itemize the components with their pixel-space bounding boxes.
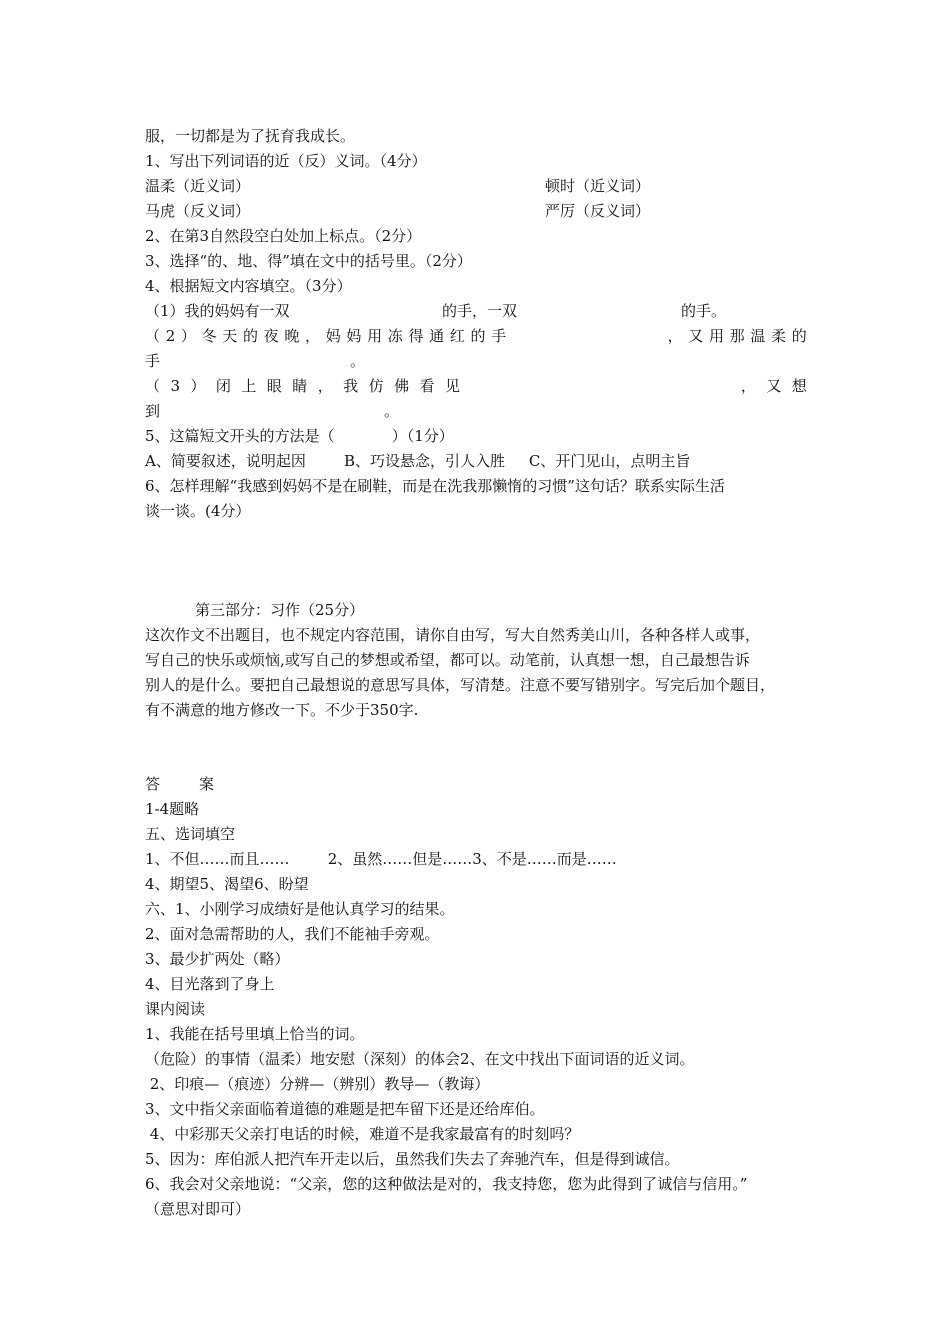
question-1: 1、写出下列词语的近（反）义词。（4分） xyxy=(145,152,427,170)
answer-line: 4、中彩那天父亲打电话的时候，难道不是我家最富有的时刻吗？ xyxy=(145,1125,580,1143)
answer-line: 课内阅读 xyxy=(145,1000,206,1018)
q4-item-3-char: 又 xyxy=(766,377,782,395)
writing-prompt-line: 这次作文不出题目，也不规定内容范围，请你自由写，写大自然秀美山川，各种各样人或事， xyxy=(145,626,761,644)
q4-item-1-start: （1）我的妈妈有一双 xyxy=(145,302,290,320)
question-4: 4、根据短文内容填空。（3分） xyxy=(145,277,352,295)
writing-section-title: 第三部分：习作（25分） xyxy=(195,601,365,619)
q4-item-2-cont: 手 xyxy=(145,352,161,370)
q4-item-2-char: 2 xyxy=(165,327,176,345)
q4-item-2-char: ） xyxy=(180,327,196,345)
writing-prompt-line: 写自己的快乐或烦恼,或写自己的梦想或希望，都可以。动笔前，认真想一想，自己最想告诉 xyxy=(145,651,750,669)
q4-item-3-char: 见 xyxy=(444,377,460,395)
question-5-options: A、简要叙述，说明起因 B、巧设悬念，引人入胜 C、开门见山，点明主旨 xyxy=(145,452,691,470)
q4-item-1-mid: 的手，一双 xyxy=(442,302,518,320)
writing-prompt-line: 别人的是什么。要把自己最想说的意思写具体，写清楚。注意不要写错别字。写完后加个题目， xyxy=(145,676,776,694)
q4-item-2-char: 用 xyxy=(708,327,724,345)
q4-item-2-char: 那 xyxy=(729,327,745,345)
q4-item-3-char: ） xyxy=(190,377,206,395)
q1-suddenly-synonym: 顿时（近义词） xyxy=(545,177,651,195)
answer-line: （意思对即可） xyxy=(145,1200,251,1218)
q4-item-2 xyxy=(145,326,807,346)
q4-item-3-char: 佛 xyxy=(394,377,410,395)
q4-item-3-char: 看 xyxy=(419,377,435,395)
writing-prompt-line: 有不满意的地方修改一下。不少于350字. xyxy=(145,701,419,719)
q4-item-2-char: 通 xyxy=(429,327,445,345)
answer-line: 2、印痕—（痕迹）分辨—（辨别）教导—（教诲） xyxy=(145,1075,490,1093)
answer-line: 4、期望5、渴望6、盼望 xyxy=(145,875,309,893)
q4-item-3-char: （ xyxy=(145,377,161,395)
q4-item-2-char: 晚 xyxy=(284,327,300,345)
answer-line: 6、我会对父亲地说：“父亲，您的这种做法是对的，我支持您，您为此得到了诚信与信用。” xyxy=(145,1175,748,1193)
answer-line: 3、最少扩两处（略） xyxy=(145,950,290,968)
q4-item-2-char: 妈 xyxy=(346,327,362,345)
answer-line: （危险）的事情（温柔）地安慰（深刻）的体会2、在文中找出下面词语的近义词。 xyxy=(145,1050,695,1068)
question-6-cont: 谈一谈。(4分） xyxy=(145,502,251,520)
q4-item-2-blank xyxy=(512,326,662,346)
q4-item-2-char: 的 xyxy=(242,327,258,345)
q4-item-3-char: 睛 xyxy=(292,377,308,395)
q4-item-2-char: 夜 xyxy=(263,327,279,345)
answers-title-char: 案 xyxy=(199,775,215,793)
q4-item-3-period: 。 xyxy=(384,402,400,420)
answer-line: 1-4题略 xyxy=(145,800,200,818)
answer-line: 3、文中指父亲面临着道德的难题是把车留下还是还给库伯。 xyxy=(145,1100,545,1118)
q4-item-3-char: ， xyxy=(740,377,756,395)
q1-careless-antonym: 马虎（反义词） xyxy=(145,202,251,220)
answer-line: 六、1、小刚学习成绩好是他认真学习的结果。 xyxy=(145,900,455,918)
q4-item-3-char: 想 xyxy=(791,377,807,395)
question-3: 3、选择“的、地、得”填在文中的括号里。（2分） xyxy=(145,252,472,270)
answer-line: 五、选词填空 xyxy=(145,825,236,843)
q4-item-2-char: 柔 xyxy=(771,327,787,345)
answers-title-char: 答 xyxy=(145,775,161,793)
q4-item-3-char: 上 xyxy=(241,377,257,395)
q4-item-2-char: （ xyxy=(145,327,161,345)
q4-item-3-blank xyxy=(470,376,730,396)
q4-item-3-char: 3 xyxy=(170,377,180,395)
q4-item-2-char: 手 xyxy=(491,327,507,345)
q4-item-2-char: ， xyxy=(667,327,683,345)
q4-item-2-char: ， xyxy=(305,327,321,345)
q4-item-2-period: 。 xyxy=(350,352,366,370)
answer-line: 4、目光落到了身上 xyxy=(145,975,275,993)
answer-line: 2、面对急需帮助的人，我们不能袖手旁观。 xyxy=(145,925,440,943)
q1-gentle-synonym: 温柔（近义词） xyxy=(145,177,251,195)
q4-item-3-char: 眼 xyxy=(266,377,282,395)
q4-item-2-char: 妈 xyxy=(325,327,341,345)
q4-item-1-end: 的手。 xyxy=(681,302,727,320)
answer-line: 5、因为：库伯派人把汽车开走以后，虽然我们失去了奔驰汽车，但是得到诚信。 xyxy=(145,1150,680,1168)
q4-item-3-cont: 到 xyxy=(145,402,161,420)
q4-item-3-char: 仿 xyxy=(368,377,384,395)
q4-item-3-char: 闭 xyxy=(215,377,231,395)
question-5: 5、这篇短文开头的方法是（ ）（1分） xyxy=(145,427,454,445)
q4-item-2-char: 冻 xyxy=(387,327,403,345)
q1-strict-antonym: 严厉（反义词） xyxy=(545,202,651,220)
passage-ending: 服，一切都是为了抚育我成长。 xyxy=(145,127,356,145)
answer-line: 1、不但……而且…… 2、虽然……但是……3、不是……而是…… xyxy=(145,850,617,868)
q4-item-3-char: ， xyxy=(317,377,333,395)
q4-item-2-char: 用 xyxy=(367,327,383,345)
q4-item-2-char: 温 xyxy=(750,327,766,345)
q4-item-2-char: 得 xyxy=(408,327,424,345)
q4-item-3-char: 我 xyxy=(343,377,359,395)
q4-item-2-char: 的 xyxy=(470,327,486,345)
question-6: 6、怎样理解“我感到妈妈不是在刷鞋，而是在洗我那懒惰的习惯”这句话？联系实际生活 xyxy=(145,477,725,495)
answer-line: 1、我能在括号里填上恰当的词。 xyxy=(145,1025,365,1043)
question-2: 2、在第3自然段空白处加上标点。（2分） xyxy=(145,227,422,245)
q4-item-3 xyxy=(145,376,807,396)
q4-item-2-char: 天 xyxy=(222,327,238,345)
q4-item-2-char: 又 xyxy=(688,327,704,345)
q4-item-2-char: 的 xyxy=(791,327,807,345)
q4-item-2-char: 红 xyxy=(449,327,465,345)
q4-item-2-char: 冬 xyxy=(201,327,217,345)
